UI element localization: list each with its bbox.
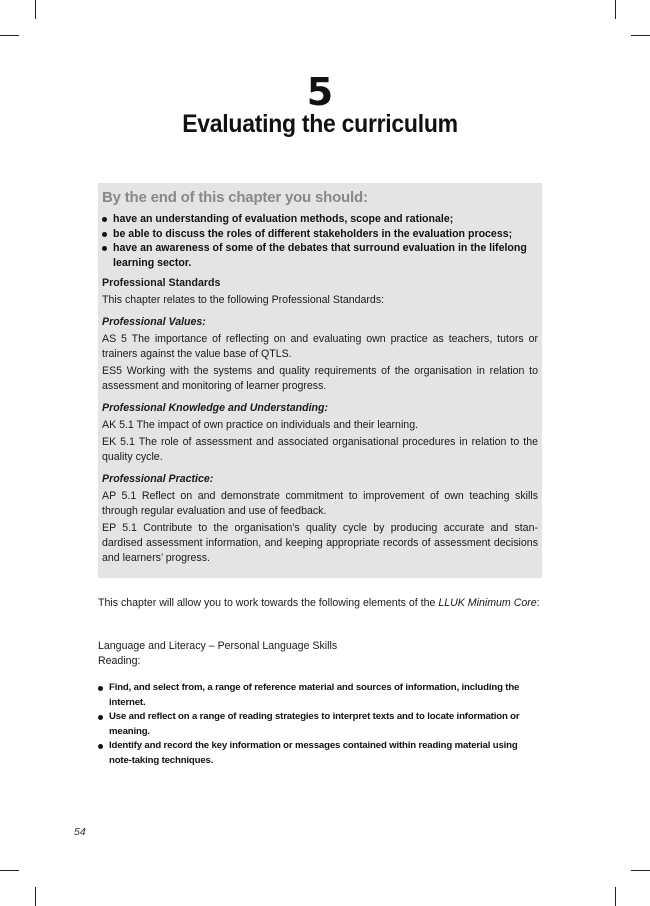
reading-item: Use and reflect on a range of reading strategies to interpret texts and to locate information or meaning. <box>98 710 542 739</box>
crop-mark <box>615 0 616 19</box>
chapter-number: 5 <box>306 70 334 114</box>
crop-mark <box>0 35 19 36</box>
skills-line: Language and Literacy – Personal Language Skills <box>98 640 338 652</box>
reading-item: Identify and record the key information or messages contained within reading material using note-taking techniques. <box>98 739 542 768</box>
objectives-box <box>98 183 542 578</box>
skills-subline: Reading: <box>98 654 141 667</box>
objectives-heading: By the end of this chapter you should: <box>102 189 368 206</box>
skills-block <box>98 639 542 668</box>
chapter-title: Evaluating the curriculum <box>182 110 458 138</box>
crop-mark <box>631 35 650 36</box>
lluk-title: LLUK Minimum Core <box>438 597 537 609</box>
knowledge-heading: Professional Knowledge and Understanding: <box>102 402 329 414</box>
standard-item: AP 5.1 Reflect on and demonstrate commitment to improvement of own teaching skills through regular evaluation and use of feedback. <box>102 490 538 517</box>
crop-mark <box>35 887 36 906</box>
intro-paragraph <box>98 595 542 611</box>
standard-item: AK 5.1 The impact of own practice on individuals and their learning. <box>102 419 419 431</box>
objective-item: be able to discuss the roles of different stakeholders in the evaluation process; <box>102 227 538 242</box>
standard-item: EK 5.1 The role of assessment and associated organisational procedures in relation to the quality cycle. <box>102 436 538 463</box>
standard-item: ES5 Working with the systems and quality requirements of the organisation in relation to assessment and monitoring of learner progress. <box>102 365 538 392</box>
crop-mark <box>35 0 36 19</box>
reading-item: Find, and select from, a range of reference material and sources of information, including the internet. <box>98 681 542 710</box>
standard-item: AS 5 The importance of reflecting on and evaluating own practice as teachers, tutors or trainers against the value base of QTLS. <box>102 333 538 360</box>
intro-colon: : <box>536 597 540 609</box>
intro-text: This chapter will allow you to work towards the following elements of the <box>98 597 439 609</box>
crop-mark <box>615 887 616 906</box>
standards-title: Professional Standards <box>102 277 221 289</box>
page-number: 54 <box>74 826 86 838</box>
objective-item: have an awareness of some of the debates that surround evaluation in the lifelong learning sector. <box>102 241 538 270</box>
values-heading: Professional Values: <box>102 316 206 328</box>
reading-list <box>98 681 542 768</box>
standards-intro: This chapter relates to the following Professional Standards: <box>102 294 385 306</box>
crop-mark <box>631 870 650 871</box>
objectives-list <box>102 212 538 270</box>
objective-item: have an understanding of evaluation methods, scope and rationale; <box>102 212 538 227</box>
crop-mark <box>0 870 19 871</box>
standard-item: EP 5.1 Contribute to the organisation’s quality cycle by producing accurate and stan-dardised assessment information, and keeping appropriate records of assessment decisions and learners’ progress. <box>102 522 538 564</box>
practice-heading: Professional Practice: <box>102 473 214 485</box>
